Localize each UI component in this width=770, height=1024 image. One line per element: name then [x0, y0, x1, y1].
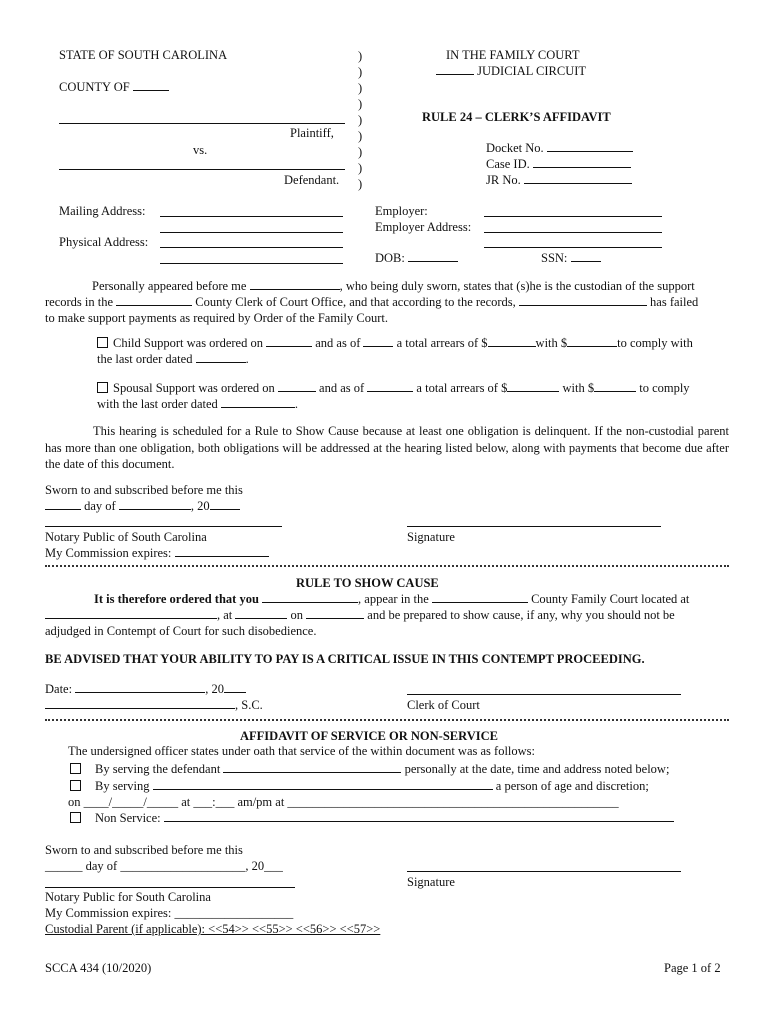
service-option-3: Non Service: — [70, 811, 674, 826]
rule-year-field[interactable] — [224, 682, 246, 693]
commission-label: My Commission expires: — [45, 546, 269, 561]
clerk-of-court-label: Clerk of Court — [407, 698, 480, 712]
officer-signature-line[interactable] — [407, 871, 681, 872]
jrno-label: JR No. — [486, 173, 632, 188]
child-asof-date[interactable] — [363, 336, 393, 347]
service-option-2: By serving a person of age and discretion; — [70, 779, 649, 794]
served-other-checkbox[interactable] — [70, 780, 81, 791]
sworn-day-field[interactable] — [45, 499, 81, 510]
ssn-field[interactable] — [571, 251, 601, 262]
employer-address-line-2[interactable] — [484, 247, 662, 248]
ssn-label: SSN: — [541, 251, 601, 266]
child-ordered-date[interactable] — [266, 336, 312, 347]
employer-label: Employer: — [375, 204, 428, 218]
served-person-field[interactable] — [153, 779, 493, 790]
county-label: COUNTY OF — [59, 80, 169, 95]
service-option-1: By serving the defendant personally at the date, time and address noted below; — [70, 762, 669, 777]
employer-address-label: Employer Address: — [375, 220, 472, 234]
officer-signature-label: Signature — [407, 875, 455, 889]
section-divider-1 — [45, 565, 729, 567]
page-number: Page 1 of 2 — [664, 961, 721, 975]
clerk-of-court-signature-line[interactable] — [407, 694, 681, 695]
docket-field[interactable] — [547, 141, 633, 152]
hearing-paragraph: This hearing is scheduled for a Rule to Show Cause because at least one obligation is delinquent. If the non-custodial parent has more than one obligation, both obligations will be addressed at the hearing listed below, along with payments that become due after the date of this document. — [45, 424, 729, 471]
dob-label: DOB: — [375, 251, 458, 266]
spousal-support-line-2: with the last order dated . — [97, 397, 299, 411]
county-court-field[interactable] — [432, 592, 528, 603]
plaintiff-line[interactable] — [59, 123, 345, 124]
service-commission-label[interactable]: My Commission expires: ___________________ — [45, 906, 294, 920]
circuit-label: JUDICIAL CIRCUIT — [436, 64, 586, 79]
service-notary-label: Notary Public for South Carolina — [45, 890, 211, 904]
employer-address-line-1[interactable] — [484, 232, 662, 233]
physical-label: Physical Address: — [59, 235, 149, 249]
caption-brackets: ) ) ) ) ) ) ) ) ) — [358, 49, 363, 191]
rule-date-line: Date: , 20 — [45, 682, 246, 697]
commission-field[interactable] — [175, 546, 269, 557]
service-datetime-line[interactable]: on ____/_____/_____ at ___:___ am/pm at _____________________________________________________ — [68, 795, 619, 809]
court-location-field[interactable] — [45, 608, 217, 619]
signature-label: Signature — [407, 530, 455, 544]
rule-city-field[interactable] — [45, 698, 235, 709]
form-id: SCCA 434 (10/2020) — [45, 961, 152, 975]
child-arrears-amount[interactable] — [488, 336, 536, 347]
sworn-year-field[interactable] — [210, 499, 240, 510]
state-label: STATE OF SOUTH CAROLINA — [59, 48, 228, 62]
rule-date-field[interactable] — [75, 682, 205, 693]
court-label: IN THE FAMILY COURT — [446, 48, 580, 62]
service-title: AFFIDAVIT OF SERVICE OR NON-SERVICE — [240, 729, 498, 743]
sworn-label: Sworn to and subscribed before me this — [45, 483, 243, 497]
rule24-title: RULE 24 – CLERK’S AFFIDAVIT — [422, 110, 611, 124]
circuit-field[interactable] — [436, 64, 474, 75]
spousal-arrears-amount[interactable] — [507, 381, 559, 392]
dob-field[interactable] — [408, 251, 458, 262]
docket-label: Docket No. — [486, 141, 633, 156]
child-support-line-2: the last order dated . — [97, 352, 249, 366]
child-last-order-date[interactable] — [196, 352, 246, 363]
non-service-field[interactable] — [164, 811, 674, 822]
sworn-month-field[interactable] — [119, 499, 191, 510]
clerk-signature-line[interactable] — [407, 526, 661, 527]
mailing-label: Mailing Address: — [59, 204, 146, 218]
hearing-time-field[interactable] — [235, 608, 287, 619]
spousal-ordered-date[interactable] — [278, 381, 316, 392]
physical-line-2[interactable] — [160, 263, 343, 264]
custodial-parent-line: Custodial Parent (if applicable): <<54>> <<55>> <<56>> <<57>> — [45, 922, 381, 936]
section-divider-2 — [45, 719, 729, 721]
service-notary-signature-line[interactable] — [45, 887, 295, 888]
mailing-line-1[interactable] — [160, 216, 343, 217]
obligor-field[interactable] — [519, 295, 647, 306]
rule-title: RULE TO SHOW CAUSE — [296, 576, 439, 590]
caseid-label: Case ID. — [486, 157, 631, 172]
sworn-date-line: day of , 20 — [45, 499, 240, 514]
mailing-line-2[interactable] — [160, 232, 343, 233]
served-defendant-field[interactable] — [223, 762, 401, 773]
ordered-line-3: adjudged in Contempt of Court for such disobedience. — [45, 624, 317, 638]
child-comply-amount[interactable] — [567, 336, 617, 347]
service-sworn-date[interactable]: ______ day of ____________________, 20___ — [45, 859, 283, 873]
hearing-date-field[interactable] — [306, 608, 364, 619]
spousal-last-order-date[interactable] — [221, 397, 295, 408]
spousal-support-checkbox[interactable] — [97, 382, 108, 393]
affiant-field[interactable] — [250, 279, 340, 290]
spousal-support-line-1: Spousal Support was ordered on and as of a total arrears of $ with $ to comply — [97, 381, 690, 396]
caseid-field[interactable] — [533, 157, 631, 168]
ordered-line-2: , at on and be prepared to show cause, if any, why you should not be — [45, 608, 675, 623]
employer-line[interactable] — [484, 216, 662, 217]
rule-place-line: , S.C. — [45, 698, 263, 713]
spousal-asof-date[interactable] — [367, 381, 413, 392]
vs-label: vs. — [193, 143, 208, 157]
ordered-line-1: It is therefore ordered that you , appear in the County Family Court located at — [94, 592, 690, 606]
respondent-field[interactable] — [262, 592, 358, 603]
notary-signature-line[interactable] — [45, 526, 282, 527]
child-support-checkbox[interactable] — [97, 337, 108, 348]
ability-to-pay-warning: BE ADVISED THAT YOUR ABILITY TO PAY IS A CRITICAL ISSUE IN THIS CONTEMPT PROCEEDING. — [45, 652, 645, 666]
affidavit-line-1: Personally appeared before me , who being duly sworn, states that (s)he is the custodian of the support — [92, 279, 695, 293]
service-intro: The undersigned officer states under oath that service of the within document was as follows: — [68, 744, 535, 758]
defendant-label: Defendant. — [284, 173, 340, 187]
affidavit-line-2: records in the County Clerk of Court Office, and that according to the records, has failed — [45, 295, 699, 309]
service-sworn-label: Sworn to and subscribed before me this — [45, 843, 243, 857]
served-personally-checkbox[interactable] — [70, 763, 81, 774]
defendant-line[interactable] — [59, 169, 345, 170]
clerk-county-field[interactable] — [116, 295, 192, 306]
jrno-field[interactable] — [524, 173, 632, 184]
affidavit-line-3: to make support payments as required by Order of the Family Court. — [45, 311, 388, 325]
physical-line-1[interactable] — [160, 247, 343, 248]
county-field[interactable] — [133, 80, 169, 91]
spousal-comply-amount[interactable] — [594, 381, 636, 392]
plaintiff-label: Plaintiff, — [290, 126, 334, 140]
non-service-checkbox[interactable] — [70, 812, 81, 823]
notary-label: Notary Public of South Carolina — [45, 530, 207, 544]
child-support-line-1: Child Support was ordered on and as of a total arrears of $ with $ to comply with — [97, 336, 693, 351]
